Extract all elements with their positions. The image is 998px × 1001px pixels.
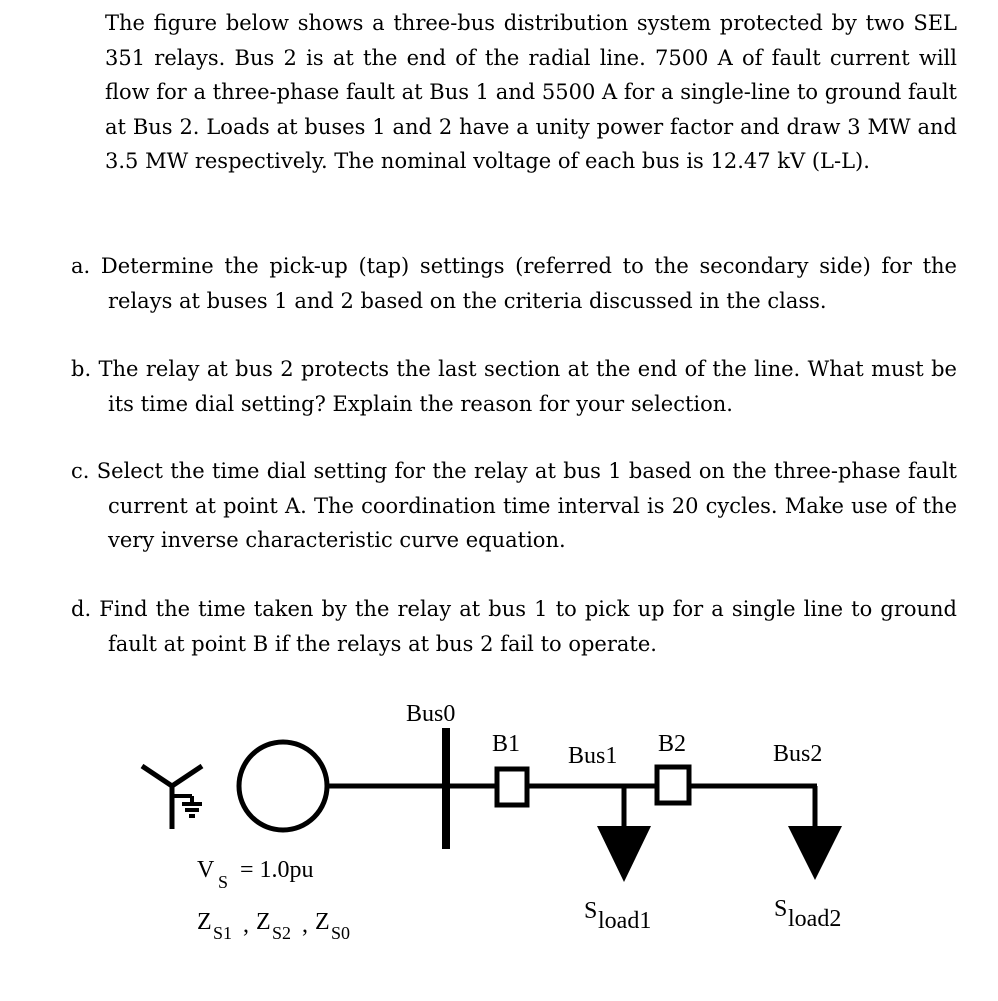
b1-label: B1 [492, 731, 521, 757]
svg-text:load1: load1 [598, 908, 652, 934]
load2-label [774, 896, 841, 932]
generator-source-icon [239, 742, 327, 830]
source-impedance-label [197, 909, 350, 943]
question-text: Determine the pick-up (tap) settings (referred to the secondary side) for the relays at buses 1 and 2 based on the criteria discussed in the class. [100, 254, 957, 313]
load1-arrow-icon [597, 826, 651, 882]
bus1-label: Bus1 [568, 743, 618, 769]
svg-text:Z: Z [197, 909, 212, 935]
b2-label: B2 [658, 731, 687, 757]
problem-statement: The figure below shows a three-bus distribution system protected by two SEL 351 relays. Bus 2 is at the end of the radial line. 7500 A of fault current will flow for a three-phase fault at Bus 1 and 5500 A for a single-line to ground fault at Bus 2. Loads at buses 1 and 2 have a unity power factor and draw 3 MW and 3.5 MW respectively. The nominal voltage of each bus is 12.47 kV (L-L). [105, 11, 957, 173]
breaker-b1-icon [497, 769, 527, 805]
svg-text:Z: Z [256, 909, 271, 935]
svg-text:S1: S1 [213, 923, 233, 943]
svg-text:S2: S2 [272, 923, 292, 943]
svg-text:S: S [218, 872, 229, 892]
svg-text:= 1.0pu: = 1.0pu [240, 857, 314, 883]
svg-text:,: , [243, 912, 249, 938]
svg-text:S0: S0 [331, 923, 351, 943]
question-text: The relay at bus 2 protects the last section at the end of the line. What must be its time dial setting? Explain the reason for your selection. [98, 357, 957, 416]
question-label: c. [71, 459, 90, 483]
svg-text:V: V [197, 857, 215, 883]
svg-text:S: S [584, 898, 598, 924]
source-voltage-label [197, 857, 314, 892]
svg-text:S: S [774, 896, 788, 922]
svg-text:,: , [302, 912, 308, 938]
breaker-b2-icon [657, 767, 689, 803]
svg-text:load2: load2 [788, 906, 842, 932]
load1-label [584, 898, 651, 934]
question-text: Select the time dial setting for the relay at bus 1 based on the three-phase fault current at point A. The coordination time interval is 20 cycles. Make use of the very inverse characteristic curve equation. [96, 459, 957, 552]
bus0-label: Bus0 [406, 701, 456, 727]
question-label: a. [71, 254, 91, 278]
question-text: Find the time taken by the relay at bus 1 to pick up for a single line to ground fault at point B if the relays at bus 2 fail to operate. [99, 597, 957, 656]
load2-arrow-icon [788, 826, 842, 880]
bus2-label: Bus2 [773, 741, 823, 767]
question-label: b. [71, 357, 92, 381]
svg-text:Z: Z [315, 909, 330, 935]
grounded-wye-icon [142, 766, 202, 829]
question-label: d. [71, 597, 92, 621]
